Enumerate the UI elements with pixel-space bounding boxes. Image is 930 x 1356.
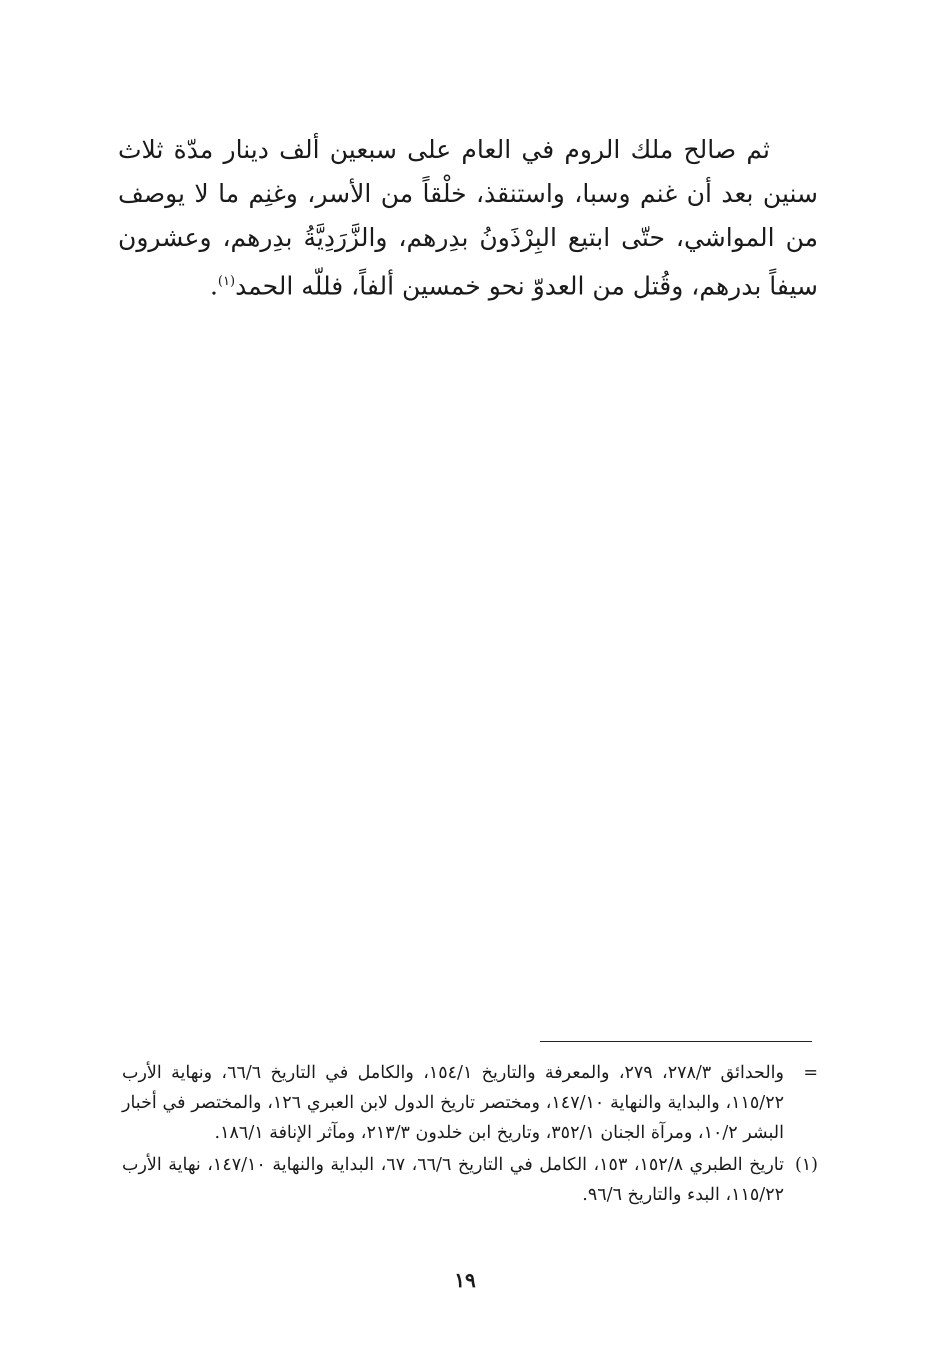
footnote-reference: (١) [217, 274, 236, 289]
footnote-separator [540, 1041, 812, 1042]
main-paragraph [118, 128, 818, 308]
page-number: ١٩ [454, 1268, 476, 1292]
footnote-text: تاريخ الطبري ١٥٢/٨، ١٥٣، الكامل في التاريخ ٦٦/٦، ٦٧، البداية والنهاية ١٤٧/١٠، نهاية الأرب ١١٥/٢٢، البدء والتاريخ ٩٦/٦. [122, 1155, 784, 1205]
footnote-text: والحدائق ٢٧٨/٣، ٢٧٩، والمعرفة والتاريخ ١٥٤/١، والكامل في التاريخ ٦٦/٦، ونهاية الأرب ١١٥/٢٢، والبداية والنهاية ١٤٧/١٠، ومختصر تاريخ الدول لابن العبري ١٢٦، والمختصر في أخبار البشر ١٠/٢، ومرآة الجنان ٣٥٢/١، وتاريخ ابن خلدون ٢١٣/٣، ومآثر الإنافة ١٨٦/١. [122, 1063, 784, 1143]
paragraph-end: . [209, 271, 218, 301]
footnote-mark: = [803, 1063, 818, 1083]
footnotes-section [122, 1058, 818, 1212]
footnote-mark: (١) [794, 1155, 818, 1175]
main-text-block [118, 128, 818, 308]
footnote-continuation [122, 1058, 818, 1148]
paragraph-text: ثم صالح ملك الروم في العام على سبعين ألف دينار مدّة ثلاث سنين بعد أن غنم وسبا، واستنقذ، خلْقاً من الأسر، وغنِم ما لا يوصف من المواشي، حتّى ابتيع البِرْذَونُ بدِرهم، والزَّرَدِيَّةُ بدِرهم، وعشرون سيفاً بدرهم، وقُتل من العدوّ نحو خمسين ألفاً، فللّه الحمد [118, 135, 818, 301]
footnote-1 [122, 1150, 818, 1210]
